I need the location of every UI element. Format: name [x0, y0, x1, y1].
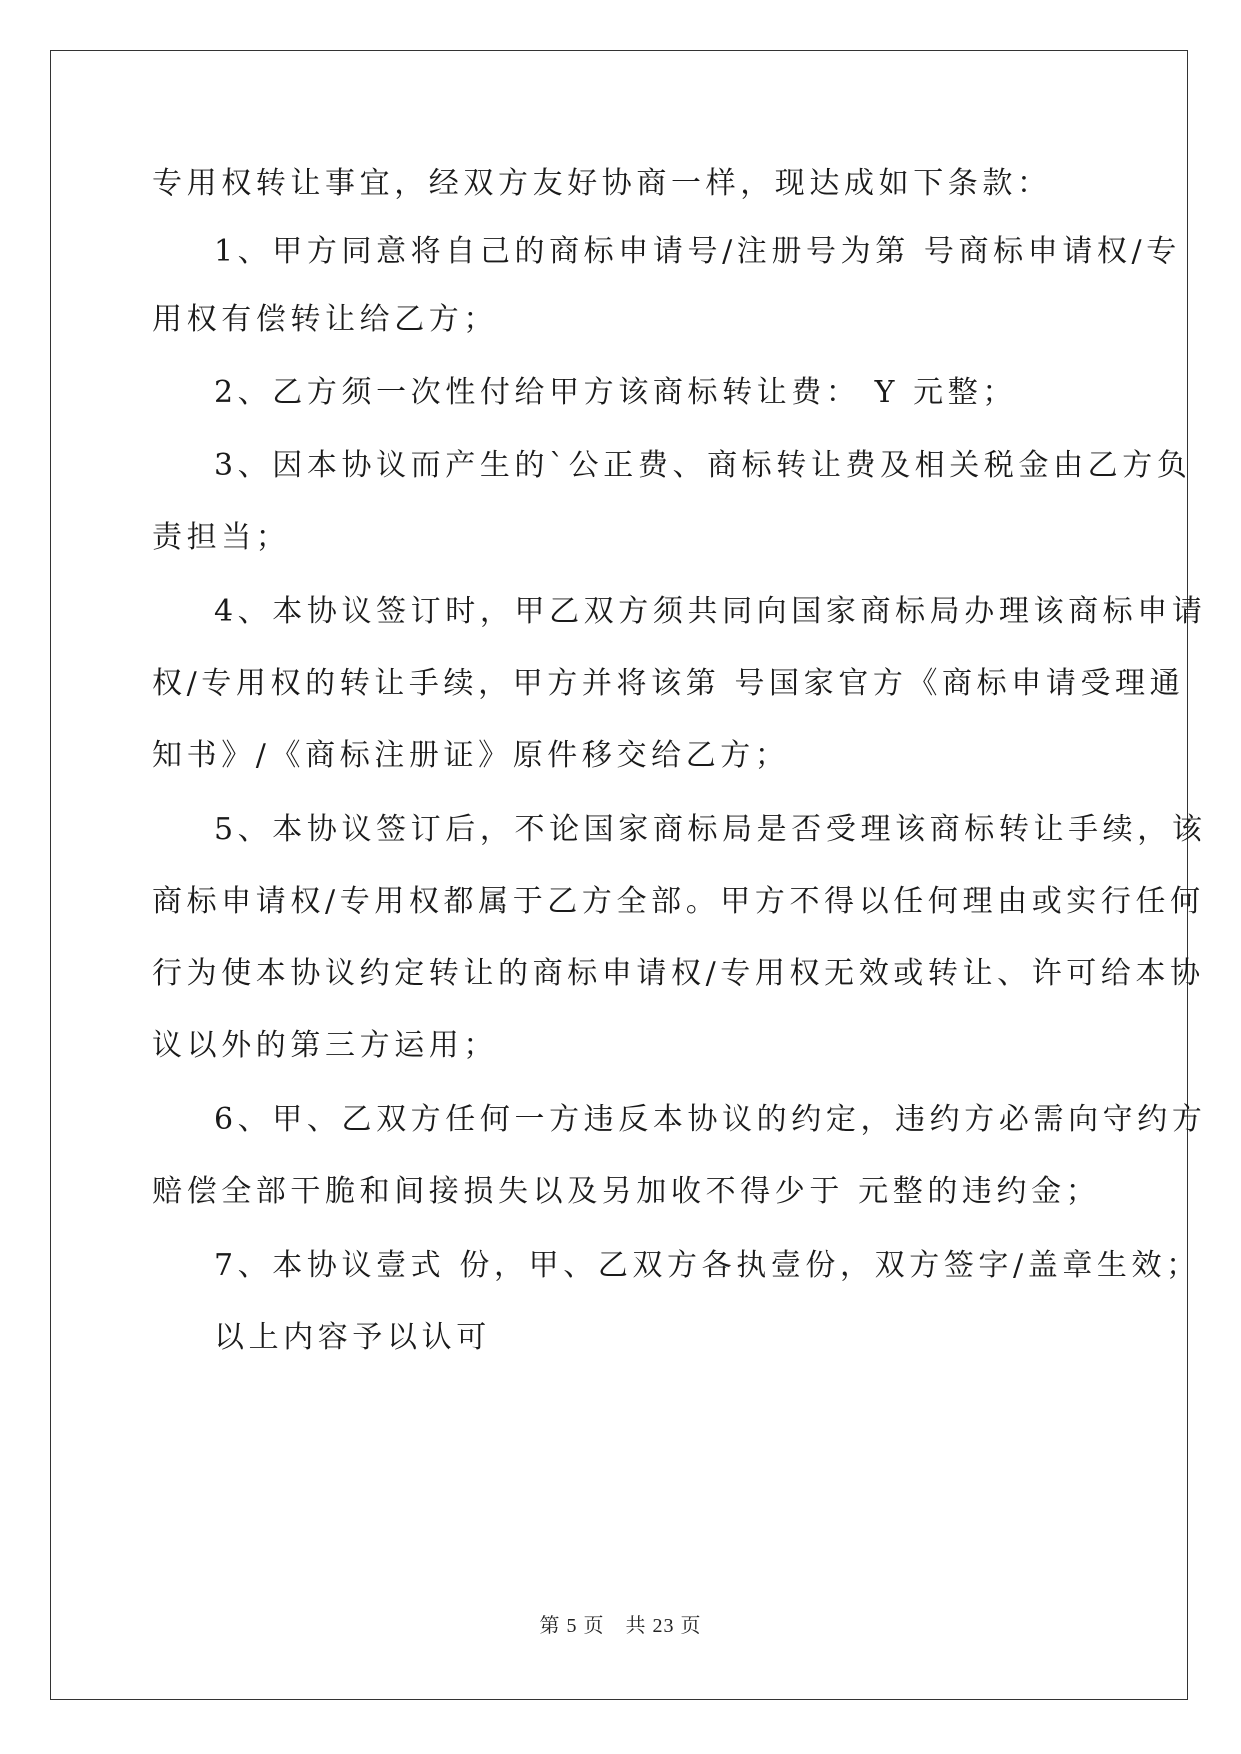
clause-7-line-1: 7、本协议壹式 份，甲、乙双方各执壹份，双方签字/盖章生效； — [214, 1248, 1201, 1283]
clause-3-line-1: 3、因本协议而产生的`公正费、商标转让费及相关税金由乙方负 — [214, 448, 1192, 483]
clause-4-line-2: 权/专用权的转让手续，甲方并将该第 号国家官方《商标申请受理通 — [152, 666, 1185, 701]
text-line-1: 专用权转让事宜，经双方友好协商一样，现达成如下条款： — [152, 166, 1052, 201]
page-border — [50, 50, 1188, 1700]
clause-6-line-1: 6、甲、乙双方任何一方违反本协议的约定，违约方必需向守约方 — [214, 1102, 1207, 1137]
closing-statement: 以上内容予以认可 — [214, 1320, 491, 1355]
clause-3-line-2: 责担当； — [152, 520, 291, 555]
clause-5-line-2: 商标申请权/专用权都属于乙方全部。甲方不得以任何理由或实行任何 — [152, 884, 1205, 919]
clause-4-line-1: 4、本协议签订时，甲乙双方须共同向国家商标局办理该商标申请 — [214, 594, 1207, 629]
clause-4-line-3: 知书》/《商标注册证》原件移交给乙方； — [152, 738, 790, 773]
page-number: 第 5 页 共 23 页 — [539, 1615, 702, 1637]
clause-5-line-4: 议以外的第三方运用； — [152, 1028, 498, 1063]
clause-1-line-2: 用权有偿转让给乙方； — [152, 302, 498, 337]
clause-1-line-1: 1、甲方同意将自己的商标申请号/注册号为第 号商标申请权/专 — [214, 234, 1181, 269]
clause-2-line-1: 2、乙方须一次性付给甲方该商标转让费： Y 元整； — [214, 375, 1017, 410]
clause-5-line-3: 行为使本协议约定转让的商标申请权/专用权无效或转让、许可给本协 — [152, 956, 1205, 991]
clause-5-line-1: 5、本协议签订后，不论国家商标局是否受理该商标转让手续，该 — [214, 812, 1207, 847]
clause-6-line-2: 赔偿全部干脆和间接损失以及另加收不得少于 元整的违约金； — [152, 1174, 1101, 1209]
